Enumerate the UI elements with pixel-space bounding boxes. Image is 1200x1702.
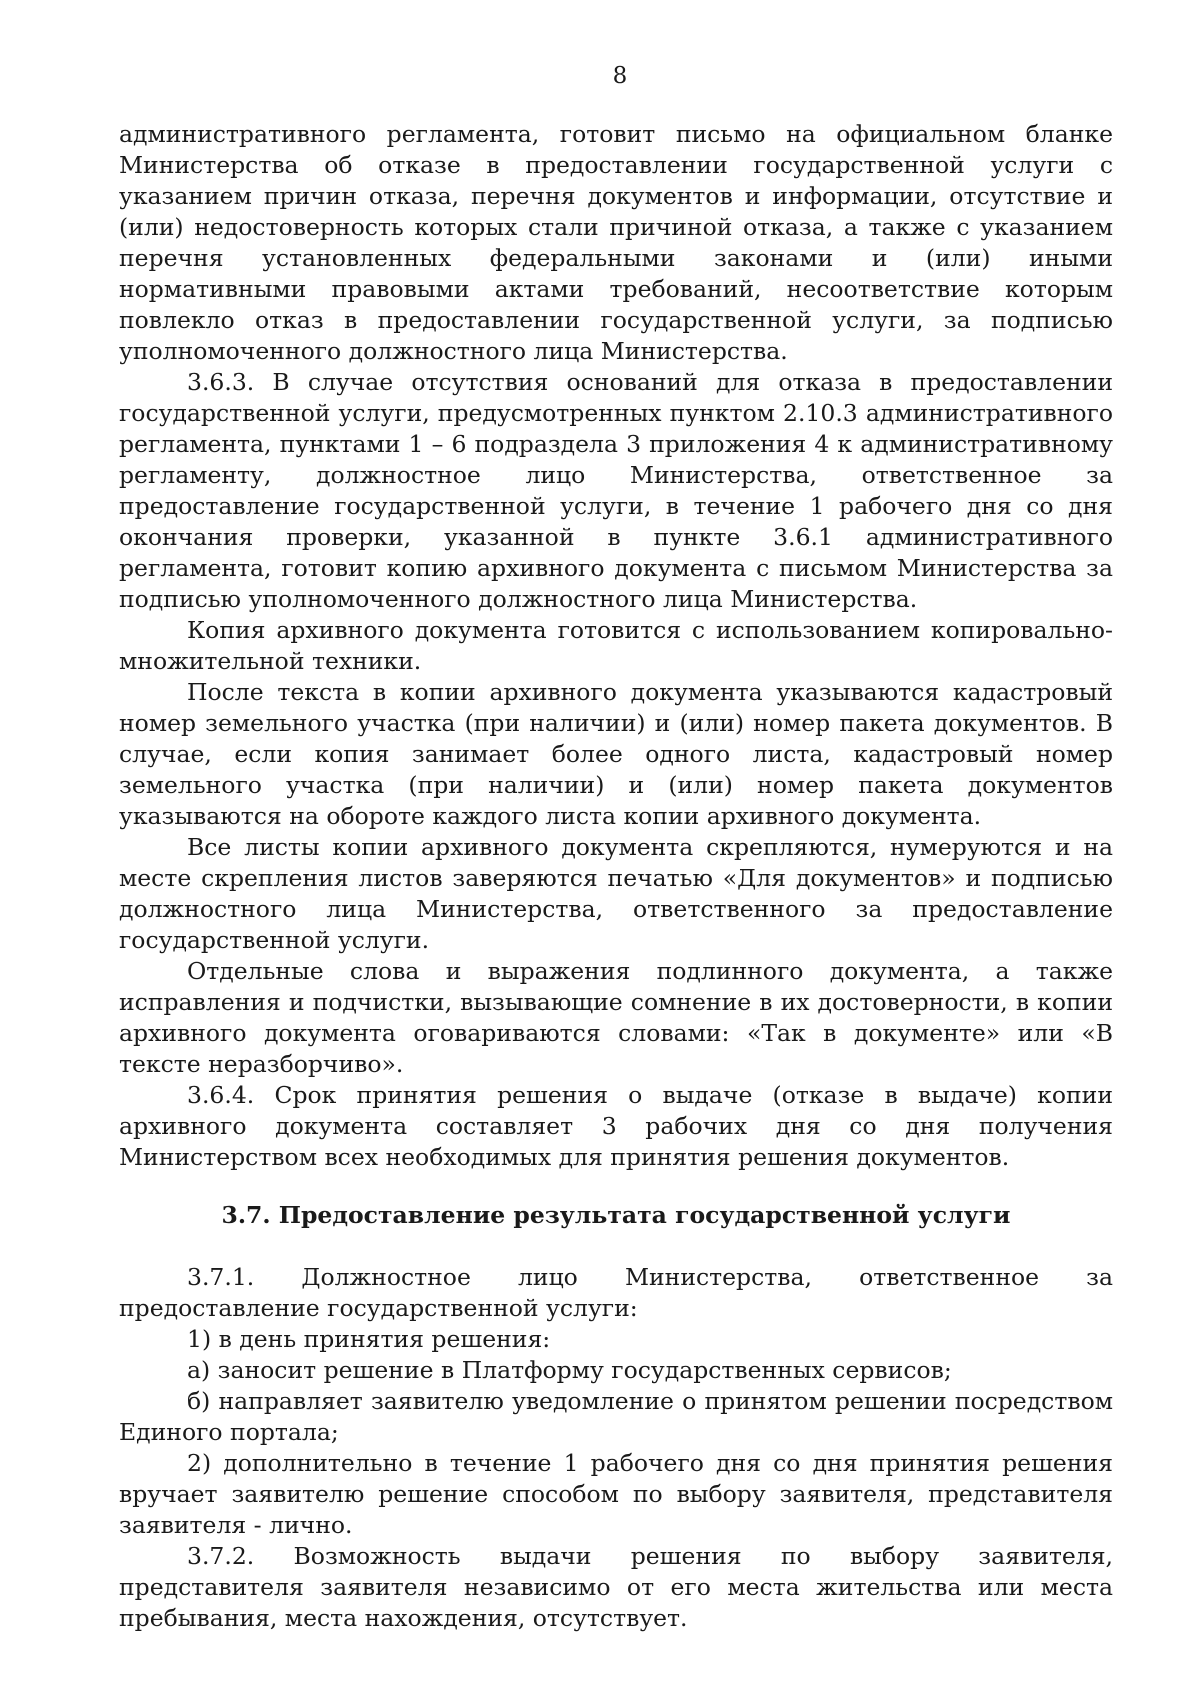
paragraph: Отдельные слова и выражения подлинного документа, а также исправления и подчистки, вызывающие сомнение в их достоверности, в копии архивного документа оговариваются словами: «Так в документе» или «В тексте неразборчиво».	[119, 957, 1113, 1078]
paragraph: а) заносит решение в Платформу государственных сервисов;	[187, 1356, 952, 1384]
section-heading: 3.7. Предоставление результата государственной услуги	[221, 1201, 1011, 1229]
paragraph: 3.6.4. Срок принятия решения о выдаче (отказе в выдаче) копии архивного документа составляет 3 рабочих дня со дня получения Министерством всех необходимых для принятия решения документов.	[119, 1081, 1113, 1171]
paragraph: 3.6.3. В случае отсутствия оснований для отказа в предоставлении государственной услуги, предусмотренных пунктом 2.10.3 административного регламента, пунктами 1 – 6 подраздела 3 приложения 4 к административному регламенту, должностное лицо Министерства, ответственное за предоставление государственной услуги, в течение 1 рабочего дня со дня окончания проверки, указанной в пункте 3.6.1 административного регламента, готовит копию архивного документа с письмом Министерства за подписью уполномоченного должностного лица Министерства.	[119, 368, 1113, 613]
paragraph: После текста в копии архивного документа указываются кадастровый номер земельного участка (при наличии) и (или) номер пакета документов. В случае, если копия занимает более одного листа, кадастровый номер земельного участка (при наличии) и (или) номер пакета документов указываются на обороте каждого листа копии архивного документа.	[119, 678, 1113, 830]
paragraph: 2) дополнительно в течение 1 рабочего дня со дня принятия решения вручает заявителю решение способом по выбору заявителя, представителя заявителя - лично.	[119, 1449, 1113, 1539]
paragraph: административного регламента, готовит письмо на официальном бланке Министерства об отказе в предоставлении государственной услуги с указанием причин отказа, перечня документов и информации, отсутствие и (или) недостоверность которых стали причиной отказа, а также с указанием перечня установленных федеральными законами и (или) иными нормативными правовыми актами требований, несоответствие которым повлекло отказ в предоставлении государственной услуги, за подписью уполномоченного должностного лица Министерства.	[119, 120, 1113, 365]
paragraph: 3.7.1. Должностное лицо Министерства, ответственное за предоставление государственной услуги:	[119, 1263, 1113, 1322]
paragraph: б) направляет заявителю уведомление о принятом решении посредством Единого портала;	[119, 1387, 1113, 1446]
paragraph: Копия архивного документа готовится с использованием копировально-множительной техники.	[119, 616, 1113, 675]
document-body	[119, 119, 1113, 1634]
paragraph: Все листы копии архивного документа скрепляются, нумеруются и на месте скрепления листов заверяются печатью «Для документов» и подписью должностного лица Министерства, ответственного за предоставление государственной услуги.	[119, 833, 1113, 954]
page-number: 8	[612, 63, 628, 89]
paragraph: 1) в день принятия решения:	[187, 1325, 551, 1353]
paragraph: 3.7.2. Возможность выдачи решения по выбору заявителя, представителя заявителя независимо от его места жительства или места пребывания, места нахождения, отсутствует.	[119, 1542, 1113, 1632]
